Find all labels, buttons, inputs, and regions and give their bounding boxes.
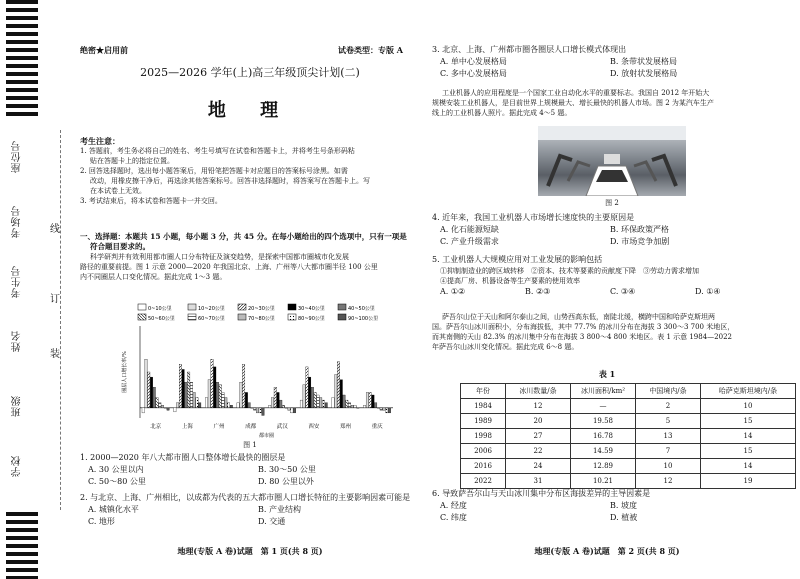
candidate-number-label: 考生号 bbox=[12, 265, 23, 298]
option-a[interactable]: A. 城镇化水平 bbox=[88, 505, 139, 514]
chart-bar bbox=[274, 387, 276, 407]
legend-swatch bbox=[238, 314, 246, 320]
chart-bar bbox=[282, 405, 284, 408]
chart-bar bbox=[179, 364, 181, 407]
exam-room-label: 考场号 bbox=[12, 205, 23, 238]
section-intro: 路径的重要前提。图 1 示意 2000—2020 年我国北京、上海、广州等八大都市圈半径 100 公里 bbox=[80, 263, 378, 271]
legend-swatch bbox=[338, 304, 346, 310]
school-label: 学校 bbox=[12, 455, 23, 477]
secret-mark: 绝密★启用前 bbox=[80, 45, 128, 55]
figure-1 bbox=[118, 300, 398, 440]
fold-line bbox=[60, 130, 61, 510]
legend-label: 0~10公里 bbox=[148, 306, 172, 312]
y-axis-label: 圈层人口增长率/% bbox=[122, 351, 128, 393]
category-label: 西安 bbox=[308, 424, 320, 430]
chart-bar bbox=[357, 408, 359, 409]
section-heading: 一、选择题：本题共 15 小题，每小题 3 分，共 45 分。在每小题给出的四个选项中，只有一项是 bbox=[80, 232, 407, 241]
table-header-cell: 冰川面积/km² bbox=[571, 384, 636, 399]
chart-bar bbox=[300, 400, 302, 408]
legend-swatch bbox=[138, 304, 146, 310]
option-b[interactable]: B. ②③ bbox=[525, 287, 551, 296]
chart-bar bbox=[259, 408, 261, 413]
option-a[interactable]: A. 化石能源短缺 bbox=[440, 225, 499, 234]
chart-bar bbox=[150, 377, 152, 408]
chart-bar bbox=[332, 398, 334, 408]
table-cell: 12 bbox=[506, 399, 571, 414]
table-cell: 15 bbox=[701, 414, 796, 429]
legend-swatch bbox=[188, 304, 196, 310]
option-b[interactable]: B. 坡度 bbox=[610, 501, 637, 510]
chart-bar bbox=[219, 385, 221, 408]
fold-word-line: 线 bbox=[50, 224, 60, 235]
category-label: 成都 bbox=[245, 424, 257, 430]
legend-label: 70~80公里 bbox=[248, 316, 275, 322]
chart-bar bbox=[363, 405, 365, 408]
chart-bar bbox=[388, 408, 390, 413]
exam-type: 试卷类型：专版 A bbox=[338, 45, 403, 55]
figure-2-caption: 图 2 bbox=[605, 199, 619, 207]
question-stem: 5. 工业机器人大规模应用对工业发展的影响包括 bbox=[432, 255, 603, 264]
table-cell: 10.21 bbox=[571, 474, 636, 489]
chart-bar bbox=[288, 408, 290, 411]
table-row bbox=[461, 429, 796, 444]
table-cell: 2 bbox=[636, 399, 701, 414]
option-c[interactable]: C. ③④ bbox=[610, 287, 636, 296]
chart-bar bbox=[251, 408, 253, 409]
chart-bar bbox=[311, 387, 313, 407]
chart-bar bbox=[369, 392, 371, 407]
chart-bar bbox=[214, 367, 216, 408]
legend-label: 50~60公里 bbox=[148, 316, 175, 322]
table-cell: 14 bbox=[701, 459, 796, 474]
section-intro: 科学研判并有效利用都市圈人口分布特征及演变趋势，是探索中国都市圈城市化发展 bbox=[90, 253, 349, 261]
table-cell: 1998 bbox=[461, 429, 506, 444]
option-c[interactable]: C. 纬度 bbox=[440, 513, 467, 522]
table-cell: 16.78 bbox=[571, 429, 636, 444]
chart-bar bbox=[242, 364, 244, 407]
chart-bar bbox=[325, 403, 327, 408]
chart-bar bbox=[196, 398, 198, 408]
table-cell: 14 bbox=[701, 429, 796, 444]
question-4 bbox=[432, 212, 782, 248]
table-cell: 20 bbox=[506, 414, 571, 429]
option-c[interactable]: C. 地形 bbox=[88, 517, 115, 526]
chart-bar bbox=[148, 372, 150, 408]
table-cell: 19.58 bbox=[571, 414, 636, 429]
legend-label: 10~20公里 bbox=[198, 306, 225, 312]
option-b[interactable]: B. 条带状发展格局 bbox=[610, 57, 677, 66]
chart-bar bbox=[271, 398, 273, 408]
legend-label: 40~50公里 bbox=[348, 306, 375, 312]
chart-bar bbox=[161, 405, 163, 408]
chart-bar bbox=[319, 398, 321, 408]
subject-title: 地 理 bbox=[207, 100, 293, 121]
option-d[interactable]: D. 80 公里以外 bbox=[258, 477, 314, 486]
legend-swatch bbox=[138, 314, 146, 320]
table-header-row bbox=[461, 384, 796, 399]
legend-label: 80~90公里 bbox=[298, 316, 325, 322]
chart-bar bbox=[211, 359, 213, 408]
question-stem: 6. 导致萨吾尔山与天山冰川集中分布区海拔差异的主导因素是 bbox=[432, 489, 651, 498]
chart-bar bbox=[314, 392, 316, 407]
section-intro: 内不同圈层人口变化情况。据此完成 1～3 题。 bbox=[80, 273, 227, 281]
notice-item: 在本试卷上无效。 bbox=[90, 187, 146, 195]
chart-bar bbox=[256, 408, 258, 413]
question-6 bbox=[432, 488, 782, 524]
chart-bar bbox=[240, 382, 242, 408]
category-label: 郑州 bbox=[340, 424, 352, 430]
chart-bar bbox=[377, 408, 379, 409]
notice-item: 3. 考试结束后，将本试卷和答题卡一并交回。 bbox=[80, 197, 222, 205]
chart-bar bbox=[159, 403, 161, 408]
category-label: 重庆 bbox=[371, 424, 383, 430]
notice-block bbox=[80, 136, 420, 206]
robot-photo bbox=[538, 126, 686, 196]
chart-bar bbox=[374, 403, 376, 408]
option-c[interactable]: C. 50～80 公里 bbox=[88, 477, 146, 486]
notice-item: 改动，用橡皮擦干净后，再选涂其他答案标号。回答非选择题时，将答案写在答题卡上。写 bbox=[90, 177, 370, 185]
table-1 bbox=[460, 383, 796, 489]
chart-bar bbox=[303, 385, 305, 408]
chart-bar bbox=[383, 408, 385, 411]
table-cell: 2016 bbox=[461, 459, 506, 474]
chart-bar bbox=[156, 398, 158, 408]
option-c[interactable]: C. 产业升级需求 bbox=[440, 237, 499, 246]
notice-item: 1. 答题前，考生务必将自己的姓名、考生号填写在试卷和答题卡上，并将考生号条形码粘 bbox=[80, 147, 355, 155]
factory-robot-image bbox=[538, 126, 686, 196]
x-axis-label: 都市圈 bbox=[258, 433, 275, 439]
chart-bar bbox=[340, 380, 342, 408]
binding-margin bbox=[0, 0, 44, 579]
table-cell: 31 bbox=[506, 474, 571, 489]
question-stem: 2. 与北京、上海、广州相比，以成都为代表的五大都市圈人口增长特征的主要影响因素可能是 bbox=[80, 493, 411, 502]
chart-bar bbox=[285, 408, 287, 409]
chart-bar bbox=[248, 403, 250, 408]
chart-bar bbox=[335, 375, 337, 408]
chart-bar bbox=[182, 369, 184, 407]
table-row bbox=[461, 444, 796, 459]
chart-bar bbox=[253, 408, 255, 411]
chart-bar bbox=[262, 408, 264, 416]
legend-label: 90~100公里 bbox=[348, 316, 379, 322]
option-a[interactable]: A. 30 公里以内 bbox=[88, 465, 144, 474]
table-cell: 1984 bbox=[461, 399, 506, 414]
question-1 bbox=[80, 452, 425, 488]
table-header-cell: 冰川数量/条 bbox=[506, 384, 571, 399]
option-d[interactable]: D. ①④ bbox=[695, 287, 721, 296]
glacier-table bbox=[460, 383, 796, 489]
class-label: 班级 bbox=[12, 395, 23, 417]
chart-bar bbox=[185, 382, 187, 408]
table-cell: 7 bbox=[636, 444, 701, 459]
legend-swatch bbox=[338, 314, 346, 320]
legend-swatch bbox=[238, 304, 246, 310]
notice-item: 贴在答题卡上的指定位置。 bbox=[90, 157, 174, 165]
chart-bar bbox=[351, 405, 353, 408]
category-label: 广州 bbox=[213, 424, 225, 430]
chart-bar bbox=[354, 405, 356, 408]
section-heading-cont: 符合题目要求的。 bbox=[90, 242, 150, 251]
chart-bar bbox=[346, 400, 348, 408]
chart-bar bbox=[193, 392, 195, 407]
chart-bar bbox=[348, 403, 350, 408]
option-d[interactable]: D. 放射状发展格局 bbox=[610, 69, 678, 78]
robot-intro: 工业机器人的应用程度是一个国家工业自动化水平的重要标志。我国自 2012 年开始大 规模安装工业机器人，是目前世界上规模最大、增长最快的机器人市场。图 2 为某汽车生产 线上的工业机器人照片。据此完成 4～5 题。 bbox=[432, 89, 714, 117]
legend-swatch bbox=[288, 304, 296, 310]
table-cell: 2022 bbox=[461, 474, 506, 489]
chart-bar bbox=[366, 392, 368, 407]
table-row bbox=[461, 459, 796, 474]
population-growth-chart bbox=[118, 300, 398, 440]
table-cell: 1989 bbox=[461, 414, 506, 429]
option-a[interactable]: A. ①② bbox=[440, 287, 466, 296]
table-cell: 15 bbox=[701, 444, 796, 459]
option-d[interactable]: D. 市场竞争加剧 bbox=[610, 237, 670, 246]
exam-title: 2025—2026 学年(上)高三年级顶尖计划(二) bbox=[140, 66, 360, 79]
chart-bar bbox=[164, 408, 166, 409]
fold-word-mount: 装 bbox=[50, 349, 60, 360]
table-cell: 19 bbox=[701, 474, 796, 489]
legend-swatch bbox=[288, 314, 296, 320]
chart-bar bbox=[245, 392, 247, 407]
chart-bar bbox=[142, 408, 144, 413]
chart-bar bbox=[227, 403, 229, 408]
glacier-intro: 萨吾尔山位于天山和阿尔泰山之间，山势西高东低，南陡北缓，横跨中国和哈萨克斯坦两 国。萨吾尔山冰川面积小，分布海拔低，其中 77.7% 的冰川分布在海拔 3 300～3 700 米地区， 而其南侧的天山 82.3% 的冰川集中分布在海拔 3 800～4 800 米地区。表 1 示意 1984—2022 年萨吾尔山冰川变化情况。据此完成 6～8 题。 bbox=[432, 313, 735, 351]
legend-label: 30~40公里 bbox=[298, 306, 325, 312]
chart-bar bbox=[174, 408, 176, 412]
table-cell: 10 bbox=[636, 459, 701, 474]
option-d[interactable]: D. 植被 bbox=[610, 513, 638, 522]
chart-bar bbox=[167, 408, 169, 411]
table-header-cell: 中国境内/条 bbox=[636, 384, 701, 399]
question-5: 5. 工业机器人大规模应用对工业发展的影响包括 ①抑制制造业的跨区域转移 ②资本、技术等要素的贡献度下降 ③劳动力需求增加 ④提高厂房、机器设备等生产要素的使用效率 A. ①② B. ②③ C. ③④ D. ①④ bbox=[432, 254, 784, 298]
question-2 bbox=[80, 492, 425, 528]
section-one bbox=[80, 232, 425, 282]
chart-bar bbox=[337, 362, 339, 408]
chart-bar bbox=[308, 377, 310, 408]
seat-number-label: 座位号 bbox=[12, 140, 23, 173]
option-b[interactable]: B. 30～50 公里 bbox=[258, 465, 316, 474]
table-cell: 12.89 bbox=[571, 459, 636, 474]
chart-bar bbox=[237, 403, 239, 408]
table-cell: 2006 bbox=[461, 444, 506, 459]
category-label: 上海 bbox=[181, 424, 193, 430]
chart-bar bbox=[385, 408, 387, 413]
chart-bar bbox=[230, 405, 232, 408]
fold-word-bind: 订 bbox=[50, 294, 60, 305]
chart-bar bbox=[222, 392, 224, 407]
table-cell: 5 bbox=[636, 414, 701, 429]
legend-swatch bbox=[188, 314, 196, 320]
table-row bbox=[461, 474, 796, 489]
category-label: 北京 bbox=[150, 424, 162, 430]
chart-bar bbox=[291, 408, 293, 413]
chart-bar bbox=[269, 405, 271, 408]
table-cell: 27 bbox=[506, 429, 571, 444]
category-label: 武汉 bbox=[276, 424, 288, 430]
chart-bar bbox=[280, 400, 282, 408]
chart-bar bbox=[208, 380, 210, 408]
table-row bbox=[461, 414, 796, 429]
chart-bar bbox=[306, 367, 308, 408]
table-cell: 24 bbox=[506, 459, 571, 474]
question-stem: 3. 北京、上海、广州都市圈各圈层人口增长模式体现出 bbox=[432, 45, 627, 54]
table-cell: 10 bbox=[701, 399, 796, 414]
chart-bar bbox=[293, 408, 295, 413]
figure-1-caption: 图 1 bbox=[243, 441, 257, 449]
table-cell: — bbox=[571, 399, 636, 414]
table-cell: 14.59 bbox=[571, 444, 636, 459]
chart-bar bbox=[145, 359, 147, 408]
legend-label: 60~70公里 bbox=[198, 316, 225, 322]
notice-item: 2. 回答选择题时，选出每小题答案后，用铅笔把答题卡对应题目的答案标号涂黑。如需 bbox=[80, 167, 348, 175]
notice-heading: 考生注意： bbox=[80, 136, 120, 146]
footer-right: 地理(专版 A 卷)试题 第 2 页(共 8 页) bbox=[534, 546, 680, 556]
chart-bar bbox=[277, 392, 279, 407]
chart-bar bbox=[322, 400, 324, 408]
option-b[interactable]: B. 产业结构 bbox=[258, 505, 301, 514]
footer-left: 地理(专版 A 卷)试题 第 1 页(共 8 页) bbox=[177, 546, 323, 556]
option-b[interactable]: B. 环保政策严格 bbox=[610, 225, 669, 234]
chart-bar bbox=[225, 398, 227, 408]
chart-bar bbox=[153, 387, 155, 407]
option-a[interactable]: A. 经度 bbox=[440, 501, 467, 510]
question-3 bbox=[432, 44, 782, 80]
question-stem: 1. 2000—2020 年八大都市圈人口整体增长最快的圈层是 bbox=[80, 453, 286, 462]
question-stem: 4. 近年来，我国工业机器人市场增长速度快的主要原因是 bbox=[432, 213, 635, 222]
chart-bar bbox=[216, 382, 218, 408]
name-label: 姓名 bbox=[12, 330, 23, 352]
chart-bar bbox=[176, 403, 178, 408]
legend-label: 20~30公里 bbox=[248, 306, 275, 312]
chart-bar bbox=[317, 395, 319, 408]
table-header-cell: 哈萨克斯坦境内/条 bbox=[701, 384, 796, 399]
chart-bar bbox=[190, 382, 192, 408]
table-cell: 13 bbox=[636, 429, 701, 444]
chart-bar bbox=[372, 395, 374, 408]
option-c[interactable]: C. 多中心发展格局 bbox=[440, 69, 507, 78]
table-header-cell: 年份 bbox=[461, 384, 506, 399]
table-cell: 22 bbox=[506, 444, 571, 459]
table-1-caption: 表 1 bbox=[598, 369, 616, 379]
chart-bar bbox=[198, 403, 200, 408]
chart-bar bbox=[343, 395, 345, 408]
chart-bar bbox=[187, 372, 189, 408]
option-d[interactable]: D. 交通 bbox=[258, 517, 286, 526]
table-row bbox=[461, 399, 796, 414]
option-a[interactable]: A. 单中心发展格局 bbox=[440, 57, 507, 66]
chart-bar bbox=[380, 408, 382, 411]
table-cell: 12 bbox=[636, 474, 701, 489]
chart-bar bbox=[205, 398, 207, 408]
